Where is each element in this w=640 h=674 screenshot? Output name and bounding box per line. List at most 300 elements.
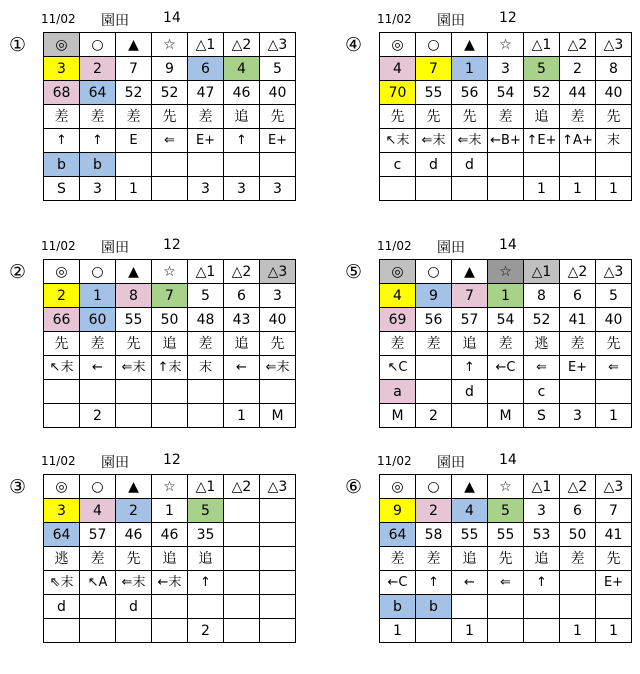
grid-cell [152, 177, 188, 201]
panel-3 [9, 452, 343, 674]
panel-marker: ⑤ [345, 261, 363, 283]
grid-cell: ←B+ [488, 129, 524, 153]
race-date: 11/02 [41, 454, 76, 468]
grid-cell: 逃 [524, 332, 560, 356]
grid-cell [224, 547, 260, 571]
grid-cell: 追 [524, 547, 560, 571]
grid-cell: 6 [560, 499, 596, 523]
race-date: 11/02 [377, 12, 412, 26]
grid-cell: 47 [188, 81, 224, 105]
grid-cell: △1 [188, 260, 224, 284]
grid-cell: 64 [44, 523, 80, 547]
grid-cell: ⇐ [596, 356, 632, 380]
grid-cell: 追 [152, 332, 188, 356]
prediction-grid [379, 259, 632, 428]
grid-cell [44, 404, 80, 428]
grid-cell: 4 [380, 57, 416, 81]
grid-cell: 50 [152, 308, 188, 332]
grid-cell: 追 [224, 332, 260, 356]
grid-cell: △1 [188, 475, 224, 499]
grid-cell: 2 [80, 404, 116, 428]
grid-cell: ⇐末 [116, 571, 152, 595]
grid-cell: E [116, 129, 152, 153]
grid-cell: 先 [596, 105, 632, 129]
grid-cell [188, 595, 224, 619]
grid-cell [488, 153, 524, 177]
grid-cell: 52 [116, 81, 152, 105]
grid-cell: 先 [596, 332, 632, 356]
prediction-grid [379, 474, 632, 643]
grid-cell: 7 [452, 284, 488, 308]
panel-5 [345, 237, 640, 459]
grid-cell: 3 [488, 57, 524, 81]
grid-cell [416, 177, 452, 201]
grid-cell: 4 [380, 284, 416, 308]
race-number: 12 [499, 10, 517, 26]
grid-cell: △3 [260, 475, 296, 499]
race-date: 11/02 [377, 239, 412, 253]
grid-cell: 46 [152, 523, 188, 547]
grid-cell: 55 [416, 81, 452, 105]
grid-cell: ↖C [380, 356, 416, 380]
panel-header [43, 450, 303, 470]
grid-cell: S [524, 404, 560, 428]
grid-cell: ←末 [152, 571, 188, 595]
grid-cell: d [44, 595, 80, 619]
grid-cell: 3 [80, 177, 116, 201]
grid-cell [152, 380, 188, 404]
grid-cell: 46 [116, 523, 152, 547]
grid-cell: 1 [116, 177, 152, 201]
grid-cell: 差 [80, 105, 116, 129]
grid-cell: 40 [260, 308, 296, 332]
grid-cell: 差 [188, 105, 224, 129]
grid-cell: 1 [596, 619, 632, 643]
grid-cell: 先 [116, 547, 152, 571]
grid-cell: 1 [596, 177, 632, 201]
grid-cell: ↑E+ [524, 129, 560, 153]
grid-cell: ○ [80, 33, 116, 57]
grid-cell: △3 [596, 33, 632, 57]
grid-cell: 52 [524, 308, 560, 332]
grid-cell: ↑末 [152, 356, 188, 380]
grid-cell: 差 [80, 332, 116, 356]
venue-name: 園田 [101, 455, 129, 471]
panel-marker: ① [9, 34, 27, 56]
grid-cell [596, 380, 632, 404]
grid-cell: 40 [596, 81, 632, 105]
grid-cell: 41 [596, 523, 632, 547]
grid-cell: ☆ [152, 475, 188, 499]
race-date: 11/02 [41, 239, 76, 253]
grid-cell: 末 [596, 129, 632, 153]
grid-cell: 2 [80, 57, 116, 81]
grid-cell: ☆ [152, 33, 188, 57]
grid-cell: ◎ [44, 33, 80, 57]
grid-cell: 8 [116, 284, 152, 308]
grid-cell: 5 [260, 57, 296, 81]
grid-cell: △2 [560, 33, 596, 57]
grid-cell: ○ [416, 475, 452, 499]
panel-header [379, 235, 639, 255]
grid-cell: 54 [488, 81, 524, 105]
grid-cell: 差 [44, 105, 80, 129]
grid-cell: 1 [488, 284, 524, 308]
grid-cell: 4 [452, 499, 488, 523]
grid-cell: 先 [44, 332, 80, 356]
grid-cell: 1 [452, 619, 488, 643]
panel-2 [9, 237, 343, 459]
grid-cell: E+ [188, 129, 224, 153]
grid-cell: △1 [188, 33, 224, 57]
grid-cell [524, 619, 560, 643]
grid-cell: ◎ [380, 33, 416, 57]
grid-cell: △3 [596, 475, 632, 499]
grid-cell: 48 [188, 308, 224, 332]
grid-cell: 差 [116, 105, 152, 129]
grid-cell: ←C [380, 571, 416, 595]
grid-cell: ○ [80, 260, 116, 284]
grid-cell: 40 [596, 308, 632, 332]
grid-cell: ↑ [416, 571, 452, 595]
grid-cell: 先 [152, 105, 188, 129]
grid-cell: 35 [188, 523, 224, 547]
grid-cell [152, 619, 188, 643]
grid-cell: 2 [560, 57, 596, 81]
grid-cell: E+ [260, 129, 296, 153]
grid-cell: 6 [224, 284, 260, 308]
grid-cell [560, 595, 596, 619]
grid-cell: △1 [524, 33, 560, 57]
grid-cell: 3 [260, 284, 296, 308]
panel-4 [345, 10, 640, 232]
grid-cell: 3 [44, 57, 80, 81]
grid-cell: 先 [260, 105, 296, 129]
grid-cell: ○ [416, 33, 452, 57]
grid-cell: 差 [380, 547, 416, 571]
grid-cell: 1 [596, 404, 632, 428]
grid-cell: 64 [80, 81, 116, 105]
grid-cell: ↑ [524, 571, 560, 595]
grid-cell: 9 [380, 499, 416, 523]
grid-cell: E+ [596, 571, 632, 595]
grid-cell: 追 [524, 105, 560, 129]
grid-cell: ○ [80, 475, 116, 499]
grid-cell: 1 [560, 177, 596, 201]
grid-cell: ↖末 [44, 356, 80, 380]
grid-cell: 60 [80, 308, 116, 332]
grid-cell [416, 356, 452, 380]
grid-cell: b [416, 595, 452, 619]
grid-cell: ⇐末 [116, 356, 152, 380]
panel-marker: ④ [345, 34, 363, 56]
grid-cell: 7 [116, 57, 152, 81]
grid-cell: ⇐ [152, 129, 188, 153]
grid-cell: 差 [560, 332, 596, 356]
grid-cell: ←C [488, 356, 524, 380]
grid-cell: 先 [452, 105, 488, 129]
grid-cell: 4 [224, 57, 260, 81]
grid-cell: d [452, 380, 488, 404]
grid-cell [260, 619, 296, 643]
grid-cell: ▲ [116, 260, 152, 284]
grid-cell [560, 380, 596, 404]
grid-cell: △2 [224, 260, 260, 284]
grid-cell: △2 [224, 33, 260, 57]
grid-cell: 追 [188, 547, 224, 571]
grid-cell: ○ [416, 260, 452, 284]
grid-cell: 3 [260, 177, 296, 201]
grid-cell [224, 499, 260, 523]
grid-cell: b [80, 153, 116, 177]
grid-cell [380, 177, 416, 201]
race-date: 11/02 [377, 454, 412, 468]
race-number: 12 [163, 237, 181, 253]
grid-cell: △1 [524, 475, 560, 499]
grid-cell: 8 [524, 284, 560, 308]
grid-cell: 5 [188, 499, 224, 523]
grid-cell: 1 [152, 499, 188, 523]
grid-cell [524, 595, 560, 619]
grid-cell [560, 153, 596, 177]
grid-cell: ◎ [44, 475, 80, 499]
grid-cell: ☆ [152, 260, 188, 284]
grid-cell: ▲ [116, 475, 152, 499]
grid-cell: ◎ [44, 260, 80, 284]
panel-header [43, 235, 303, 255]
grid-cell [596, 595, 632, 619]
grid-cell: 66 [44, 308, 80, 332]
grid-cell: 5 [524, 57, 560, 81]
grid-cell: 先 [596, 547, 632, 571]
grid-cell: 追 [152, 547, 188, 571]
grid-cell: E+ [560, 356, 596, 380]
grid-cell [80, 619, 116, 643]
grid-cell: 46 [224, 81, 260, 105]
grid-cell: 差 [380, 332, 416, 356]
grid-cell: 末 [188, 356, 224, 380]
grid-cell: d [416, 153, 452, 177]
grid-cell: 差 [488, 332, 524, 356]
grid-cell [260, 595, 296, 619]
grid-cell: 1 [560, 619, 596, 643]
grid-cell: ▲ [452, 33, 488, 57]
grid-cell: 先 [116, 332, 152, 356]
grid-cell: ☆ [488, 260, 524, 284]
grid-cell: 55 [452, 523, 488, 547]
grid-cell [116, 619, 152, 643]
grid-cell: M [488, 404, 524, 428]
grid-cell: 56 [452, 81, 488, 105]
prediction-grid [43, 32, 296, 201]
grid-cell: S [44, 177, 80, 201]
prediction-grid [43, 259, 296, 428]
grid-cell: ↑ [80, 129, 116, 153]
grid-cell [80, 380, 116, 404]
panel-header [43, 8, 303, 28]
grid-cell: 57 [80, 523, 116, 547]
grid-cell [260, 523, 296, 547]
grid-cell: ▲ [116, 33, 152, 57]
grid-cell: 差 [80, 547, 116, 571]
grid-cell [44, 619, 80, 643]
grid-cell: 追 [224, 105, 260, 129]
grid-cell [488, 619, 524, 643]
panel-header [379, 450, 639, 470]
venue-name: 園田 [437, 13, 465, 29]
grid-cell: 2 [116, 499, 152, 523]
grid-cell: ⇖末 [44, 571, 80, 595]
grid-cell: ▲ [452, 260, 488, 284]
grid-cell: ↑ [224, 129, 260, 153]
grid-cell: 3 [224, 177, 260, 201]
grid-cell: 58 [416, 523, 452, 547]
grid-cell: 先 [380, 105, 416, 129]
grid-cell: 差 [416, 332, 452, 356]
grid-cell: △3 [260, 33, 296, 57]
grid-cell [260, 380, 296, 404]
grid-cell: ← [80, 356, 116, 380]
race-number: 14 [163, 10, 181, 26]
grid-cell: 6 [188, 57, 224, 81]
grid-cell: △3 [260, 260, 296, 284]
venue-name: 園田 [437, 455, 465, 471]
grid-cell [452, 177, 488, 201]
grid-cell: 3 [524, 499, 560, 523]
grid-cell [452, 404, 488, 428]
grid-cell: 64 [380, 523, 416, 547]
grid-cell: 逃 [44, 547, 80, 571]
grid-cell: 差 [188, 332, 224, 356]
grid-cell: 50 [560, 523, 596, 547]
grid-cell: 41 [560, 308, 596, 332]
grid-cell: ⇐ [524, 356, 560, 380]
grid-cell: 1 [380, 619, 416, 643]
prediction-grid [43, 474, 296, 643]
grid-cell: ◎ [380, 475, 416, 499]
grid-cell: a [380, 380, 416, 404]
grid-cell [116, 380, 152, 404]
grid-cell: 9 [152, 57, 188, 81]
grid-cell: 55 [116, 308, 152, 332]
prediction-grid [379, 32, 632, 201]
grid-cell: 1 [524, 177, 560, 201]
venue-name: 園田 [101, 13, 129, 29]
grid-cell: c [380, 153, 416, 177]
grid-cell: 追 [452, 547, 488, 571]
grid-cell [488, 380, 524, 404]
grid-cell [224, 153, 260, 177]
grid-cell [260, 547, 296, 571]
grid-cell: ⇐末 [452, 129, 488, 153]
grid-cell: 52 [152, 81, 188, 105]
grid-cell: 先 [260, 332, 296, 356]
grid-cell: b [44, 153, 80, 177]
grid-cell [224, 571, 260, 595]
race-number: 14 [499, 452, 517, 468]
grid-cell [224, 595, 260, 619]
grid-cell: ☆ [488, 475, 524, 499]
grid-cell [188, 404, 224, 428]
grid-cell: 8 [596, 57, 632, 81]
grid-cell [152, 153, 188, 177]
grid-cell: ↑ [452, 356, 488, 380]
grid-cell: M [380, 404, 416, 428]
grid-cell: 54 [488, 308, 524, 332]
grid-cell: c [524, 380, 560, 404]
grid-cell: ↑A+ [560, 129, 596, 153]
grid-cell: 2 [416, 404, 452, 428]
panel-6 [345, 452, 640, 674]
grid-cell: 40 [260, 81, 296, 105]
grid-cell: 3 [44, 499, 80, 523]
grid-cell: ▲ [452, 475, 488, 499]
grid-cell [188, 380, 224, 404]
grid-cell: ↑ [188, 571, 224, 595]
grid-cell: 追 [452, 332, 488, 356]
grid-cell: ↖末 [380, 129, 416, 153]
grid-cell: 7 [152, 284, 188, 308]
grid-cell: 53 [524, 523, 560, 547]
grid-cell [80, 595, 116, 619]
grid-cell: 70 [380, 81, 416, 105]
panel-header [379, 8, 639, 28]
grid-cell [224, 619, 260, 643]
grid-cell: 先 [416, 105, 452, 129]
grid-cell: 2 [188, 619, 224, 643]
grid-cell: 52 [524, 81, 560, 105]
grid-cell [224, 380, 260, 404]
grid-cell [152, 595, 188, 619]
grid-cell: △2 [560, 260, 596, 284]
grid-cell [44, 380, 80, 404]
grid-cell: 55 [488, 523, 524, 547]
grid-cell: 1 [224, 404, 260, 428]
grid-cell: b [380, 595, 416, 619]
grid-cell: d [116, 595, 152, 619]
grid-cell: 5 [596, 284, 632, 308]
grid-cell: 1 [452, 57, 488, 81]
panel-1 [9, 10, 343, 232]
grid-cell: 7 [416, 57, 452, 81]
grid-cell: ← [224, 356, 260, 380]
grid-cell [188, 153, 224, 177]
grid-cell [524, 153, 560, 177]
grid-cell: 5 [488, 499, 524, 523]
grid-cell [116, 404, 152, 428]
grid-cell: ↖A [80, 571, 116, 595]
grid-cell: 3 [188, 177, 224, 201]
grid-cell: 69 [380, 308, 416, 332]
grid-cell: 差 [560, 547, 596, 571]
grid-cell: 差 [416, 547, 452, 571]
grid-cell: ↑ [44, 129, 80, 153]
grid-cell: ☆ [488, 33, 524, 57]
grid-cell: 4 [80, 499, 116, 523]
grid-cell [152, 404, 188, 428]
grid-cell: M [260, 404, 296, 428]
venue-name: 園田 [437, 240, 465, 256]
grid-cell: 2 [44, 284, 80, 308]
race-number: 12 [163, 452, 181, 468]
grid-cell: 差 [560, 105, 596, 129]
grid-cell: △3 [596, 260, 632, 284]
panel-marker: ② [9, 261, 27, 283]
grid-cell: △2 [224, 475, 260, 499]
venue-name: 園田 [101, 240, 129, 256]
grid-cell [416, 380, 452, 404]
grid-cell [560, 571, 596, 595]
